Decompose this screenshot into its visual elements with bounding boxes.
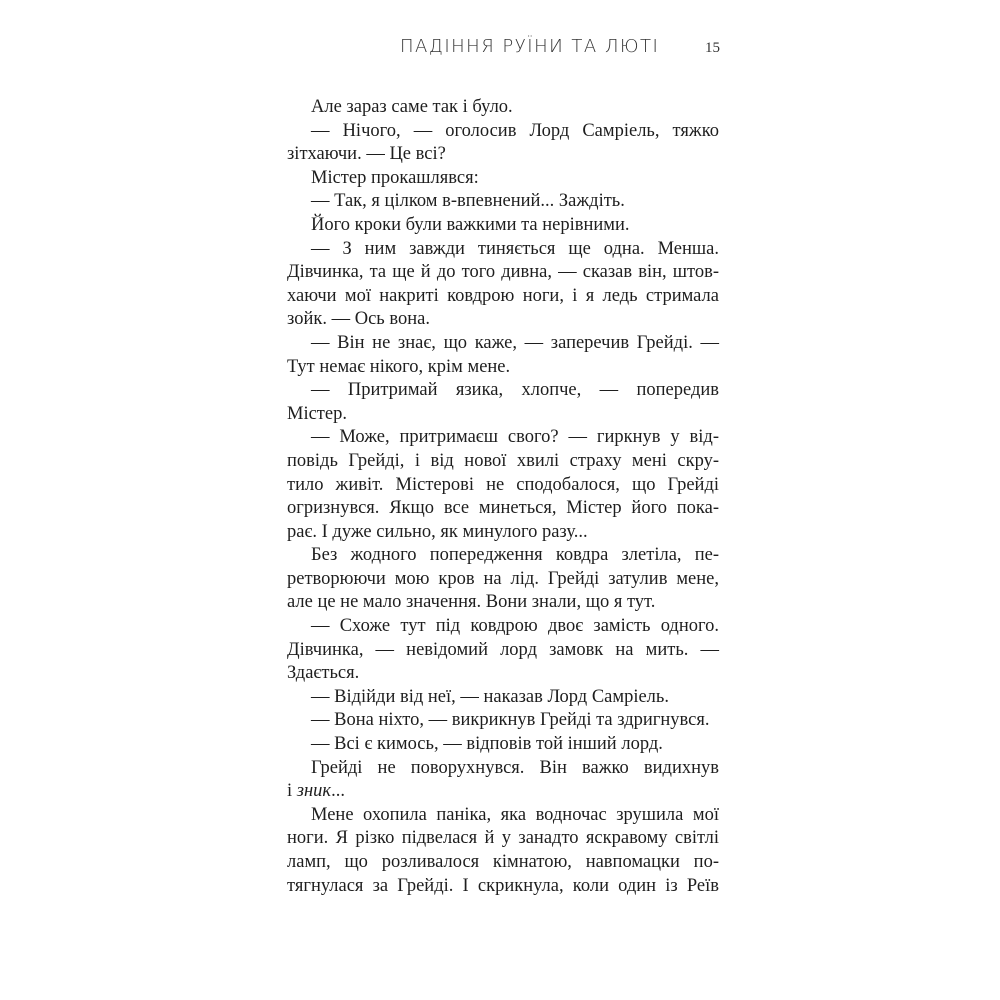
text-line: ламп, що розливалося кімнатою, навпомацки по-: [287, 852, 719, 872]
text-line: Дівчинка, та ще й до того дивна, — сказав він, штов-: [287, 262, 719, 283]
text-line: — Вона ніхто, — викрикнув Грейді та здригнувся.: [311, 710, 710, 731]
ellipsis: ...: [331, 781, 345, 802]
text-line: зітхаючи. — Це всі?: [287, 144, 446, 165]
body-text: [287, 96, 719, 898]
text-line: Дівчинка, — невідомий лорд замовк на мить. —: [287, 639, 719, 660]
text-line: — Схоже тут під ковдрою двоє замість одного.: [311, 616, 719, 637]
text-line: Здається.: [287, 663, 360, 684]
text-line: Але зараз саме так і було.: [311, 97, 513, 117]
text-line: Грейді не поворухнувся. Він важко видихнув: [311, 757, 719, 778]
text-line: повідь Грейді, і від нової хвилі страху мені скру-: [287, 450, 719, 471]
text-line: Тут немає нікого, крім мене.: [287, 356, 511, 377]
text-line: ноги. Я різко підвелася й у занадто яскравому світлі: [287, 828, 719, 849]
text-line: рає. І дуже сильно, як минулого разу...: [287, 521, 588, 542]
text-line: Його кроки були важкими та нерівними.: [311, 214, 630, 235]
text-line: — Притримай язика, хлопче, — попередив: [311, 380, 719, 401]
text-line: Містер прокашлявся:: [311, 167, 479, 188]
text-line: хаючи мої накриті ковдрою ноги, і я ледь стримала: [287, 285, 719, 306]
text-line-italic: [287, 780, 719, 804]
chapter-title: ПАДІННЯ РУЇНИ ТА ЛЮТІ: [400, 36, 660, 57]
page-number: 15: [705, 40, 720, 56]
text-line: — Нічого, — оголосив Лорд Самріель, тяжко: [311, 120, 719, 141]
text-line: Містер.: [287, 403, 347, 424]
text-line: зойк. — Ось вона.: [287, 309, 430, 330]
text-line: огризнувся. Якщо все минеться, Містер його пока-: [287, 498, 719, 519]
text-line: Без жодного попередження ковдра злетіла, пе-: [311, 545, 719, 566]
text-line: — Всі є кимось, — відповів той інший лорд.: [311, 734, 663, 755]
text-line: але це не мало значення. Вони знали, що я тут.: [287, 592, 656, 613]
text-line: тягнулася за Грейді. І скрикнула, коли один із Реїв: [287, 875, 719, 896]
text-line: — Може, притримаєш свого? — гиркнув у від-: [311, 427, 719, 448]
text-line: тило живіт. Містерові не сподобалося, що Грейді: [287, 474, 719, 495]
running-header: [270, 36, 730, 66]
text-line: — Так, я цілком в-впевнений... Заждіть.: [311, 191, 625, 212]
italic-word: зник: [296, 781, 332, 802]
text-line: — Відійди від неї, — наказав Лорд Самріель.: [311, 686, 669, 707]
text-line: — З ним завжди тиняється ще одна. Менша.: [311, 238, 719, 259]
line-prefix: і: [287, 781, 297, 802]
text-line: Мене охопила паніка, яка водночас зрушила мої: [311, 804, 719, 825]
text-line: — Він не знає, що каже, — заперечив Грейді. —: [311, 332, 719, 353]
text-line: ретворюючи мою кров на лід. Грейді затулив мене,: [287, 568, 719, 589]
